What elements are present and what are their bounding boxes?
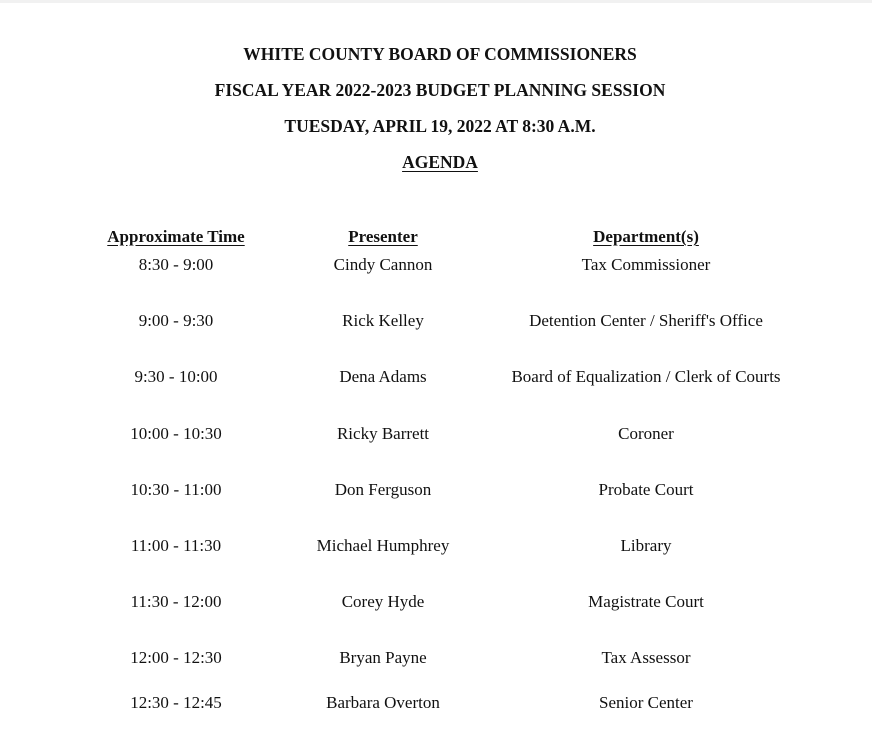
- column-header-presenter: Presenter: [348, 227, 418, 246]
- agenda-time: 8:30 - 9:00: [138, 255, 214, 274]
- agenda-presenter: Dena Adams: [339, 367, 427, 386]
- agenda-presenter: Michael Humphrey: [316, 536, 450, 555]
- agenda-department: Senior Center: [599, 693, 693, 712]
- agenda-row: [0, 591, 872, 613]
- column-header-department: Department(s): [593, 227, 699, 246]
- agenda-row: [0, 254, 872, 276]
- agenda-row: [0, 310, 872, 332]
- agenda-department: Tax Assessor: [601, 648, 691, 667]
- agenda-row: [0, 535, 872, 557]
- agenda-department: Library: [620, 536, 672, 555]
- agenda-department: Detention Center / Sheriff's Office: [529, 311, 763, 330]
- agenda-time: 12:30 - 12:45: [130, 693, 222, 712]
- agenda-presenter: Cindy Cannon: [333, 255, 433, 274]
- column-header-time: Approximate Time: [107, 227, 245, 246]
- agenda-time: 9:00 - 9:30: [138, 311, 214, 330]
- agenda-row: [0, 647, 872, 669]
- agenda-department: Coroner: [618, 424, 674, 443]
- agenda-row: [0, 366, 872, 388]
- agenda-time: 9:30 - 10:00: [134, 367, 218, 386]
- agenda-time: 11:00 - 11:30: [130, 536, 222, 555]
- doc-title-organization: WHITE COUNTY BOARD OF COMMISSIONERS: [243, 44, 637, 64]
- agenda-presenter: Ricky Barrett: [336, 424, 430, 443]
- agenda-presenter: Bryan Payne: [339, 648, 427, 667]
- agenda-department: Magistrate Court: [588, 592, 704, 611]
- agenda-department: Tax Commissioner: [581, 255, 711, 274]
- agenda-time: 10:30 - 11:00: [130, 480, 222, 499]
- agenda-row: [0, 423, 872, 445]
- agenda-department: Board of Equalization / Clerk of Courts: [511, 367, 781, 386]
- doc-title-session: FISCAL YEAR 2022-2023 BUDGET PLANNING SESSION: [214, 80, 666, 100]
- doc-title-date: TUESDAY, APRIL 19, 2022 AT 8:30 A.M.: [284, 116, 596, 136]
- agenda-row: [0, 692, 872, 714]
- agenda-presenter: Barbara Overton: [326, 693, 440, 712]
- agenda-time: 12:00 - 12:30: [130, 648, 222, 667]
- agenda-time: 10:00 - 10:30: [130, 424, 222, 443]
- page-top-edge: [0, 0, 872, 3]
- agenda-presenter: Rick Kelley: [342, 311, 424, 330]
- agenda-presenter: Corey Hyde: [341, 592, 425, 611]
- agenda-presenter: Don Ferguson: [334, 480, 432, 499]
- agenda-row: [0, 479, 872, 501]
- agenda-time: 11:30 - 12:00: [130, 592, 222, 611]
- doc-title-agenda: AGENDA: [402, 152, 478, 172]
- agenda-department: Probate Court: [598, 480, 694, 499]
